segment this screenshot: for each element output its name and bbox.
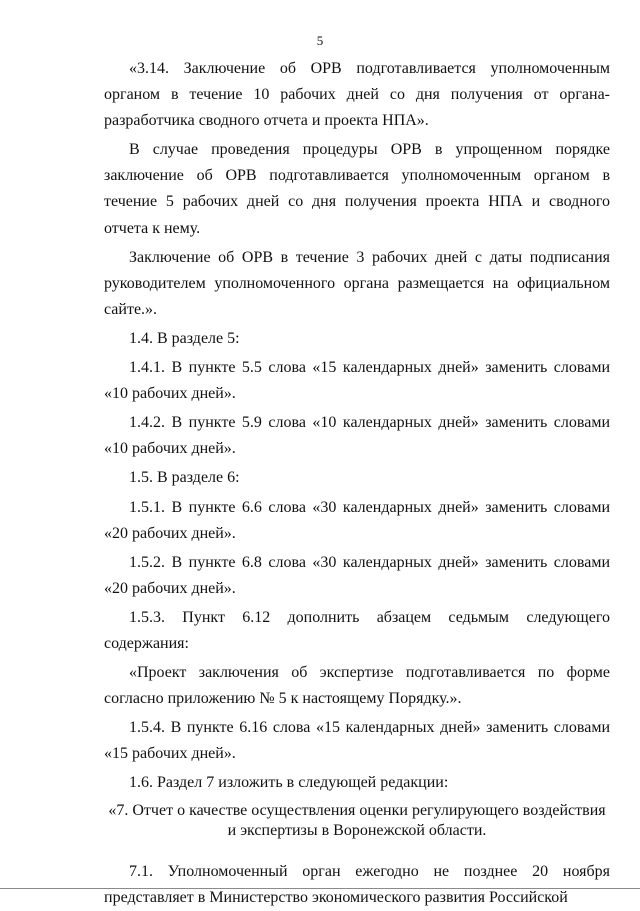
paragraph-1-6: 1.6. Раздел 7 изложить в следующей редакции: — [129, 774, 449, 792]
paragraph-3-14: «3.14. Заключение об ОРВ подготавливается уполномоченным органом в течение 10 рабочих дней со дня получения от органа-разработчика сводного отчета и проекта НПА». — [104, 60, 610, 130]
paragraph-7-1: 7.1. Уполномоченный орган ежегодно не позднее 20 ноября представляет в Министерство экономического развития Российской — [104, 862, 610, 906]
paragraph-quoted-addition: «Проект заключения об экспертизе подготавливается по форме согласно приложению № 5 к настоящему Порядку.». — [104, 664, 610, 708]
paragraph-publication: Заключение об ОРВ в течение 3 рабочих дней с даты подписания руководителем уполномоченного органа размещается на официальном сайте.». — [104, 248, 610, 318]
paragraph-1-5-4: 1.5.4. В пункте 6.16 слова «15 календарных дней» заменить словами «15 рабочих дней». — [104, 719, 610, 763]
paragraph-1-5-3: 1.5.3. Пункт 6.12 дополнить абзацем седьмым следующего содержания: — [104, 608, 610, 652]
section-7-heading: «7. Отчет о качестве осуществления оценки регулирующего воздействия и экспертизы в Воронежской области. — [108, 801, 606, 839]
paragraph-1-4-2: 1.4.2. В пункте 5.9 слова «10 календарных дней» заменить словами «10 рабочих дней». — [104, 414, 610, 458]
page-number: 5 — [316, 33, 324, 48]
paragraph-1-4-1: 1.4.1. В пункте 5.5 слова «15 календарных дней» заменить словами «10 рабочих дней». — [104, 359, 610, 403]
paragraph-1-4: 1.4. В разделе 5: — [129, 329, 240, 347]
paragraph-simplified-procedure: В случае проведения процедуры ОРВ в упрощенном порядке заключение об ОРВ подготавливается уполномоченным органом в течение 5 рабочих дней со дня получения проекта НПА и сводного отчета к нему. — [104, 141, 610, 237]
paragraph-1-5-1: 1.5.1. В пункте 6.6 слова «30 календарных дней» заменить словами «20 рабочих дней». — [104, 498, 610, 542]
document-body — [104, 56, 610, 911]
page-bottom-divider — [0, 888, 640, 889]
paragraph-1-5: 1.5. В разделе 6: — [129, 469, 240, 487]
paragraph-1-5-2: 1.5.2. В пункте 6.8 слова «30 календарных дней» заменить словами «20 рабочих дней». — [104, 553, 610, 597]
